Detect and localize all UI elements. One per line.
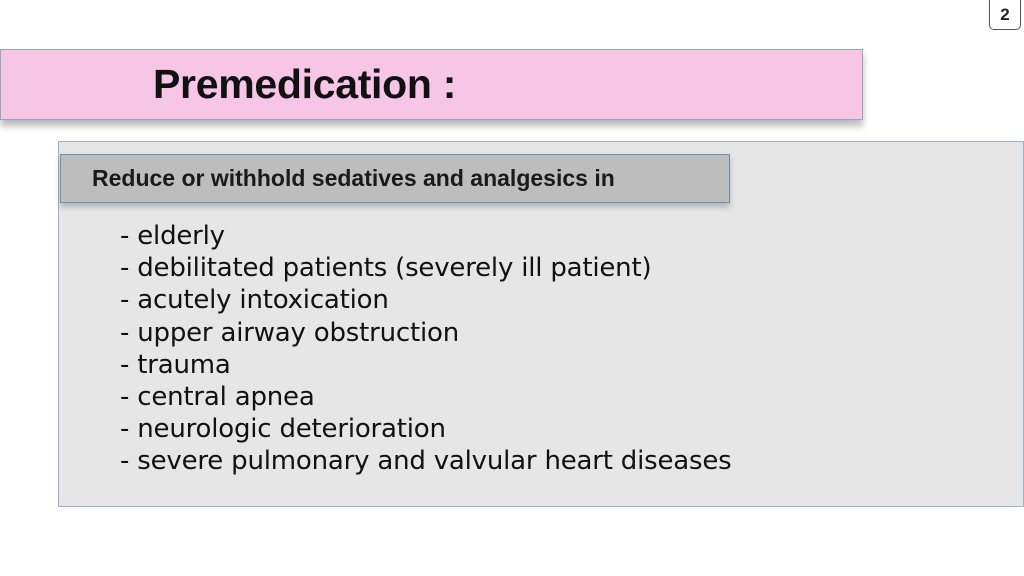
condition-item-central-apnea: - central apnea	[120, 382, 315, 413]
condition-item-pulmonary-heart: - severe pulmonary and valvular heart diseases	[120, 446, 732, 477]
subheading-text: Reduce or withhold sedatives and analgesics in	[92, 165, 615, 191]
page-number-badge	[989, 0, 1021, 30]
condition-item-trauma: - trauma	[120, 349, 231, 380]
subheading-box	[60, 154, 730, 203]
condition-item-elderly: - elderly	[120, 221, 225, 251]
slide-title: Premedication :	[153, 61, 457, 107]
condition-item-airway-obstruction: - upper airway obstruction	[120, 317, 459, 348]
condition-list	[120, 220, 732, 478]
condition-item-intoxication: - acutely intoxication	[120, 285, 389, 316]
page-number: 2	[1000, 4, 1010, 24]
condition-item-debilitated: - debilitated patients (severely ill patient)	[120, 253, 652, 284]
condition-item-neurologic: - neurologic deterioration	[120, 414, 446, 445]
title-band	[0, 49, 863, 120]
